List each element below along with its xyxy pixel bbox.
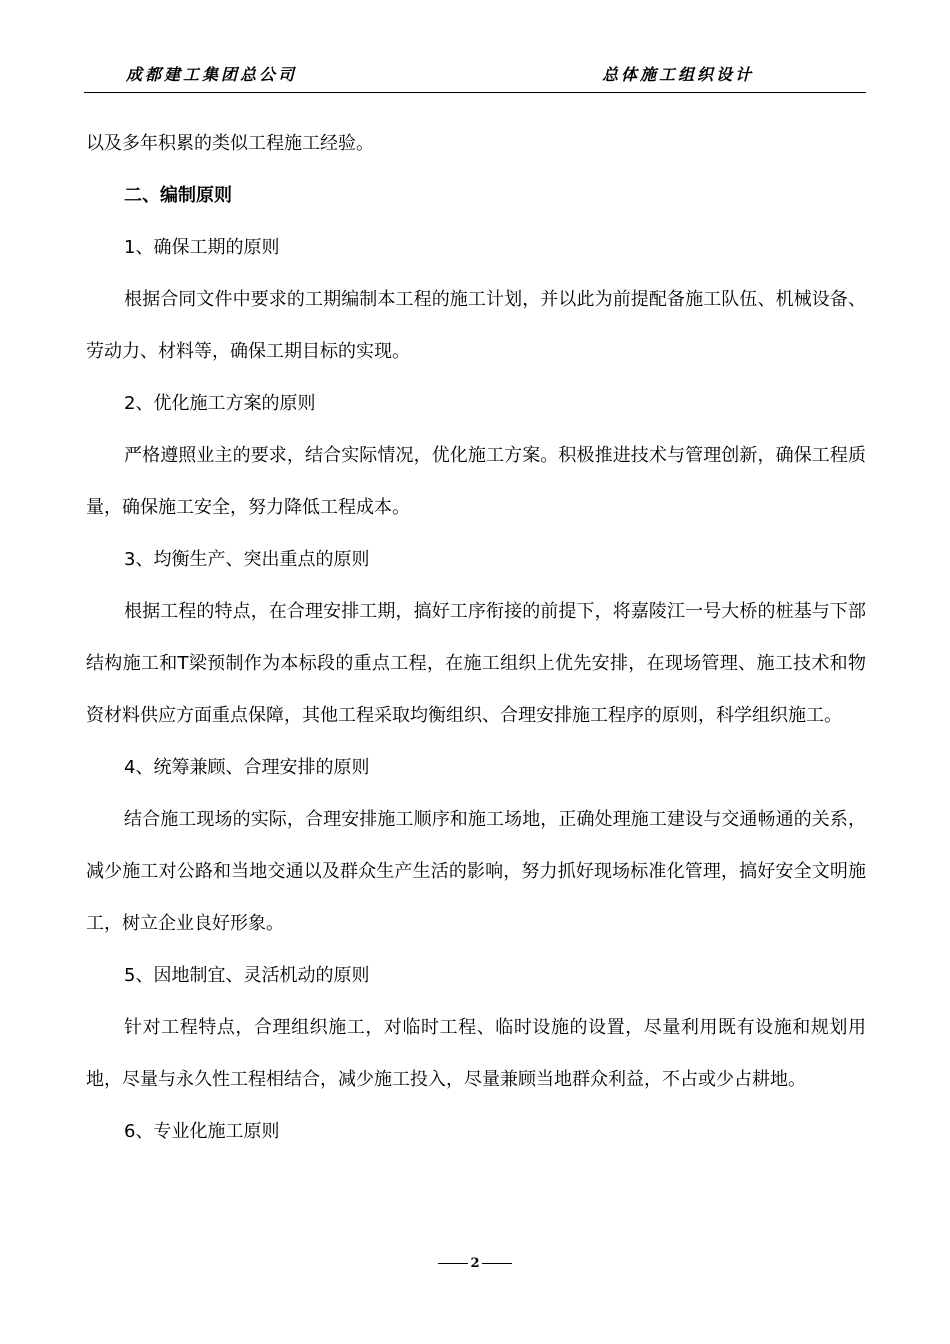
paragraph: 严格遵照业主的要求，结合实际情况，优化施工方案。积极推进技术与管理创新，确保工程质量，确保施工安全，努力降低工程成本。: [86, 445, 866, 518]
principle-heading: 5、因地制宜、灵活机动的原则: [124, 965, 370, 986]
header-company: 成都建工集团总公司: [126, 65, 298, 84]
principle-heading: 4、统筹兼顾、合理安排的原则: [124, 757, 370, 778]
footer-rule-left: [438, 1263, 468, 1264]
paragraph: 根据工程的特点，在合理安排工期，搞好工序衔接的前提下，将嘉陵江一号大桥的桩基与下部结构施工和T梁预制作为本标段的重点工程，在施工组织上优先安排，在现场管理、施工技术和物资材料供应方面重点保障，其他工程采取均衡组织、合理安排施工程序的原则，科学组织施工。: [86, 601, 866, 726]
section-heading: 二、编制原则: [124, 185, 232, 206]
footer-rule-right: [482, 1263, 512, 1264]
page-header: [84, 56, 866, 93]
header-document-title: 总体施工组织设计: [601, 65, 754, 84]
paragraph: 结合施工现场的实际，合理安排施工顺序和施工场地，正确处理施工建设与交通畅通的关系，减少施工对公路和当地交通以及群众生产生活的影响，努力抓好现场标准化管理，搞好安全文明施工，树立企业良好形象。: [86, 809, 866, 934]
document-body: [86, 118, 866, 1158]
paragraph: 根据合同文件中要求的工期编制本工程的施工计划，并以此为前提配备施工队伍、机械设备、劳动力、材料等，确保工期目标的实现。: [86, 289, 866, 362]
principle-heading: 1、确保工期的原则: [124, 237, 280, 258]
paragraph: 针对工程特点，合理组织施工，对临时工程、临时设施的设置，尽量利用既有设施和规划用地，尽量与永久性工程相结合，减少施工投入，尽量兼顾当地群众利益，不占或少占耕地。: [86, 1017, 866, 1090]
page-footer: [0, 1256, 950, 1271]
principle-heading: 2、优化施工方案的原则: [124, 393, 316, 414]
paragraph-continuation: 以及多年积累的类似工程施工经验。: [86, 133, 374, 154]
principle-heading: 6、专业化施工原则: [124, 1121, 280, 1142]
page-number: 2: [470, 1256, 480, 1271]
principle-heading: 3、均衡生产、突出重点的原则: [124, 549, 370, 570]
